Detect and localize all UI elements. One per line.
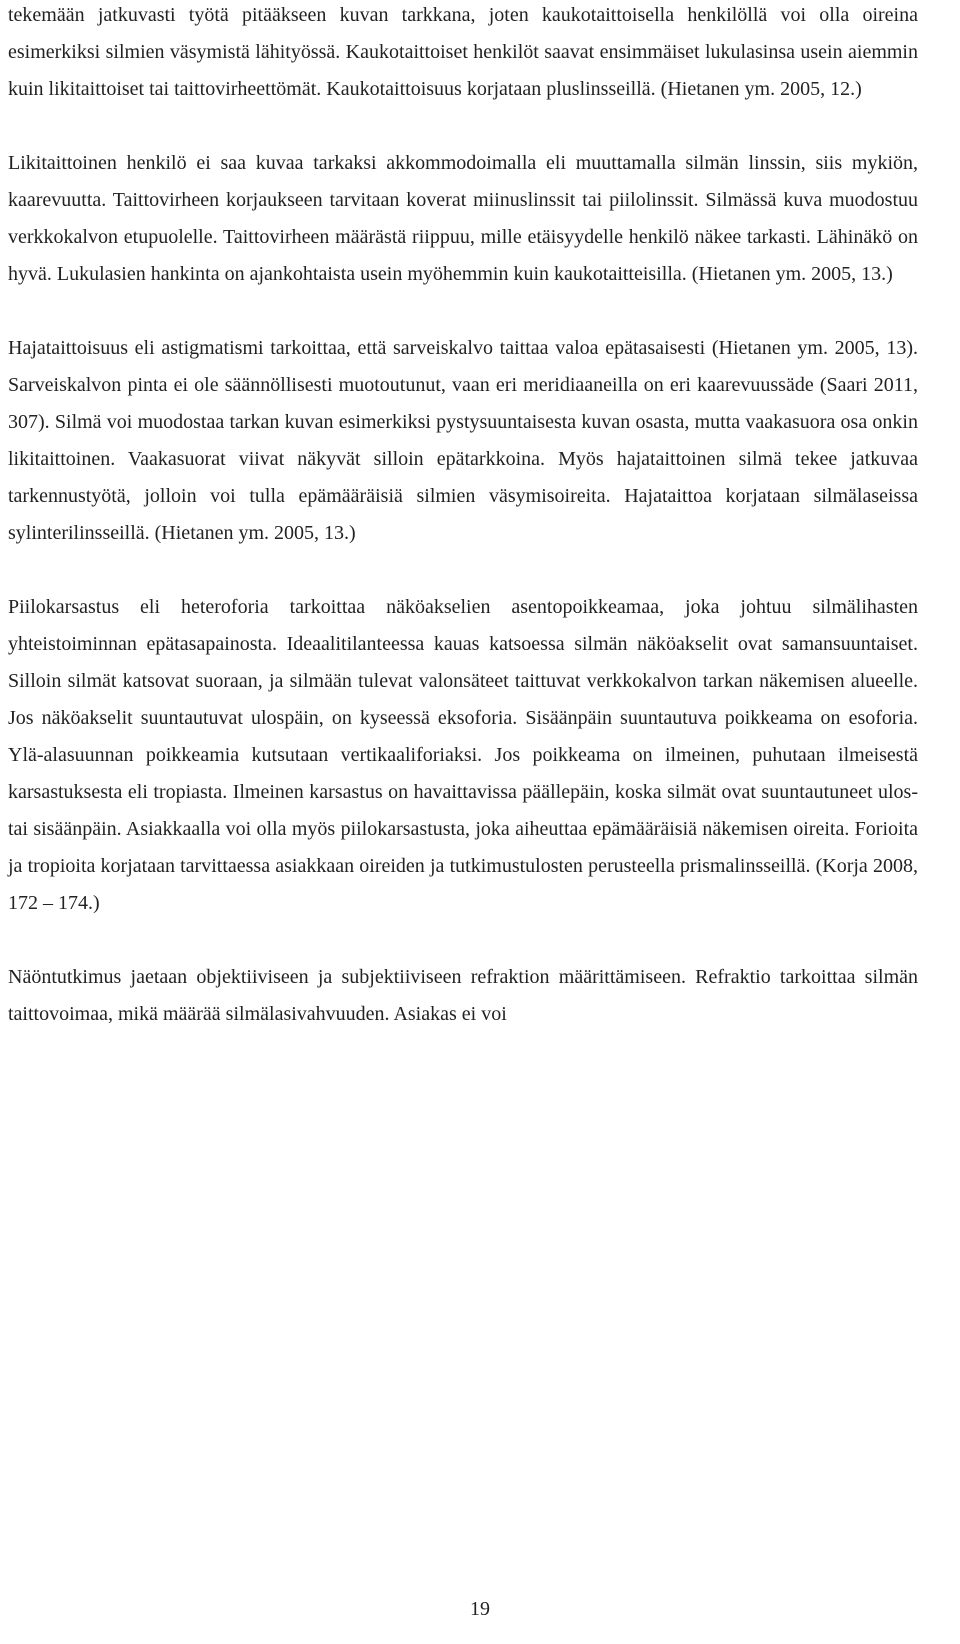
- document-body: [8, 0, 918, 1033]
- paragraph-myopia: Likitaittoinen henkilö ei saa kuvaa tarkaksi akkommodoimalla eli muuttamalla silmän linssin, siis mykiön, kaarevuutta. Taittovirheen korjaukseen tarvitaan koverat miinuslinssit tai piilolinssit. Silmässä kuva muodostuu verkkokalvon etupuolelle. Taittovirheen määrästä riippuu, mille etäisyydelle henkilö näkee tarkasti. Lähinäkö on hyvä. Lukulasien hankinta on ajankohtaista usein myöhemmin kuin kaukotaitteisilla. (Hietanen ym. 2005, 13.): [8, 152, 918, 285]
- paragraph-hyperopia-continued: tekemään jatkuvasti työtä pitääkseen kuvan tarkkana, joten kaukotaittoisella henkilöllä voi olla oireina esimerkiksi silmien väsymistä lähityössä. Kaukotaittoiset henkilöt saavat ensimmäiset lukulasinsa usein aiemmin kuin likitaittoiset tai taittovirheettömät. Kaukotaittoisuus korjataan pluslinsseillä. (Hietanen ym. 2005, 12.): [8, 4, 918, 100]
- paragraph-astigmatism: Hajataittoisuus eli astigmatismi tarkoittaa, että sarveiskalvo taittaa valoa epätasaisesti (Hietanen ym. 2005, 13). Sarveiskalvon pinta ei ole säännöllisesti muotoutunut, vaan eri meridiaaneilla on eri kaarevuussäde (Saari 2011, 307). Silmä voi muodostaa tarkan kuvan esimerkiksi pystysuuntaisesta kuvan osasta, mutta vaakasuora osa onkin likitaittoinen. Vaakasuorat viivat näkyvät silloin epätarkkoina. Myös hajataittoinen silmä tekee jatkuvaa tarkennustyötä, jolloin voi tulla epämääräisiä silmien väsymisoireita. Hajataittoa korjataan silmälaseissa sylinterilinsseillä. (Hietanen ym. 2005, 13.): [8, 337, 918, 544]
- paragraph-refraction: Näöntutkimus jaetaan objektiiviseen ja subjektiiviseen refraktion määrittämiseen. Refraktio tarkoittaa silmän taittovoimaa, mikä määrää silmälasivahvuuden. Asiakas ei voi: [8, 966, 918, 1025]
- page-number: 19: [470, 1598, 490, 1620]
- paragraph-heterophoria: Piilokarsastus eli heteroforia tarkoittaa näköakselien asentopoikkeamaa, joka johtuu silmälihasten yhteistoiminnan epätasapainosta. Ideaalitilanteessa kauas katsoessa silmän näköakselit ovat samansuuntaiset. Silloin silmät katsovat suoraan, ja silmään tulevat valonsäteet taittuvat verkkokalvon tarkan näkemisen alueelle. Jos näköakselit suuntautuvat ulospäin, on kyseessä eksoforia. Sisäänpäin suuntautuva poikkeama on esoforia. Ylä-alasuunnan poikkeamia kutsutaan vertikaaliforiaksi. Jos poikkeama on ilmeinen, puhutaan ilmeisestä karsastuksesta eli tropiasta. Ilmeinen karsastus on havaittavissa päällepäin, koska silmät ovat suuntautuneet ulos- tai sisäänpäin. Asiakkaalla voi olla myös piilokarsastusta, joka aiheuttaa epämääräisiä näkemisen oireita. Forioita ja tropioita korjataan tarvittaessa asiakkaan oireiden ja tutkimustulosten perusteella prismalinsseillä. (Korja 2008, 172 – 174.): [8, 596, 918, 914]
